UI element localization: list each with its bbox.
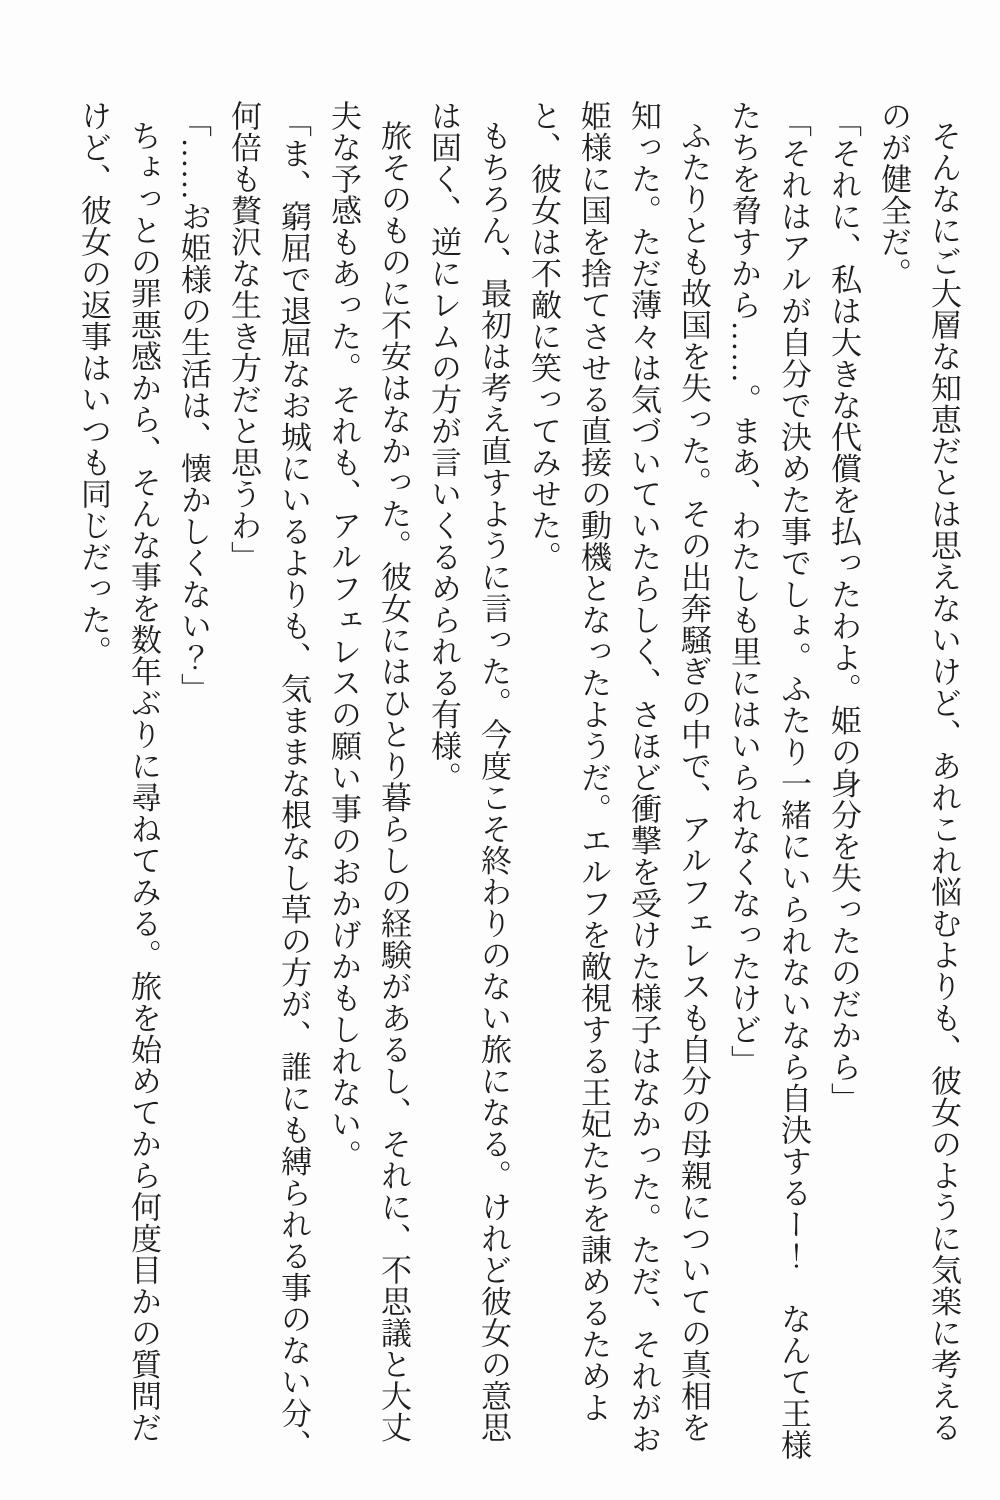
text-line: 何倍も贅沢な生き方だと思うわ」 — [226, 100, 261, 573]
text-line: もちろん、最初は考え直すように言った。今度こそ終わりのない旅になる。けれど彼女の意思 — [476, 120, 511, 1444]
text-line: 旅そのものに不安はなかった。彼女にはひとり暮らしの経験があるし、それに、不思議と大丈 — [376, 120, 411, 1444]
text-line: ちょっとの罪悪感から、そんな事を数年ぶりに尋ねてみる。旅を始めてから何度目かの質問だ — [126, 120, 161, 1444]
text-line: 夫な予感もあった。それも、アルフェレスの願い事のおかげかもしれない。 — [326, 100, 361, 1171]
text-line-dialogue: 「それに、私は大きな代償を払ったわよ。姫の身分を失ったのだから」 — [826, 105, 861, 1114]
text-line: 知った。ただ薄々は気づいていたらしく、さほど衝撃を受けた様子はなかった。ただ、それがお — [626, 100, 661, 1455]
text-line-dialogue: 「それはアルが自分で決めた事でしょ。ふたり一緒にいられないなら自決するー！ なんて王様 — [776, 105, 811, 1461]
text-line-dialogue: 「……お姫様の生活は、懐かしくない？」 — [176, 105, 211, 705]
text-line: は固く、逆にレムの方が言いくるめられる有様。 — [426, 100, 461, 793]
text-line: のが健全だ。 — [876, 100, 911, 289]
text-line-dialogue: 「ま、窮屈で退屈なお城にいるよりも、気ままな根なし草の方が、誰にも縛られる事のない分、 — [276, 105, 311, 1461]
text-line: ふたりとも故国を失った。その出奔騒ぎの中で、アルフェレスも自分の母親についての真相を — [676, 120, 711, 1444]
text-line: たちを脅すから……。まあ、わたしも里にはいられなくなったけど」 — [726, 100, 761, 1077]
text-line: 姫様に国を捨てさせる直接の動機となったようだ。エルフを敵視する王妃たちを諌めるためよ — [576, 100, 611, 1423]
text-line: そんなにご大層な知恵だとは思えないけど、あれこれ悩むよりも、彼女のように気楽に考える — [926, 120, 961, 1444]
text-line: けど、彼女の返事はいつも同じだった。 — [76, 100, 111, 667]
text-line: と、彼女は不敵に笑ってみせた。 — [526, 100, 561, 573]
